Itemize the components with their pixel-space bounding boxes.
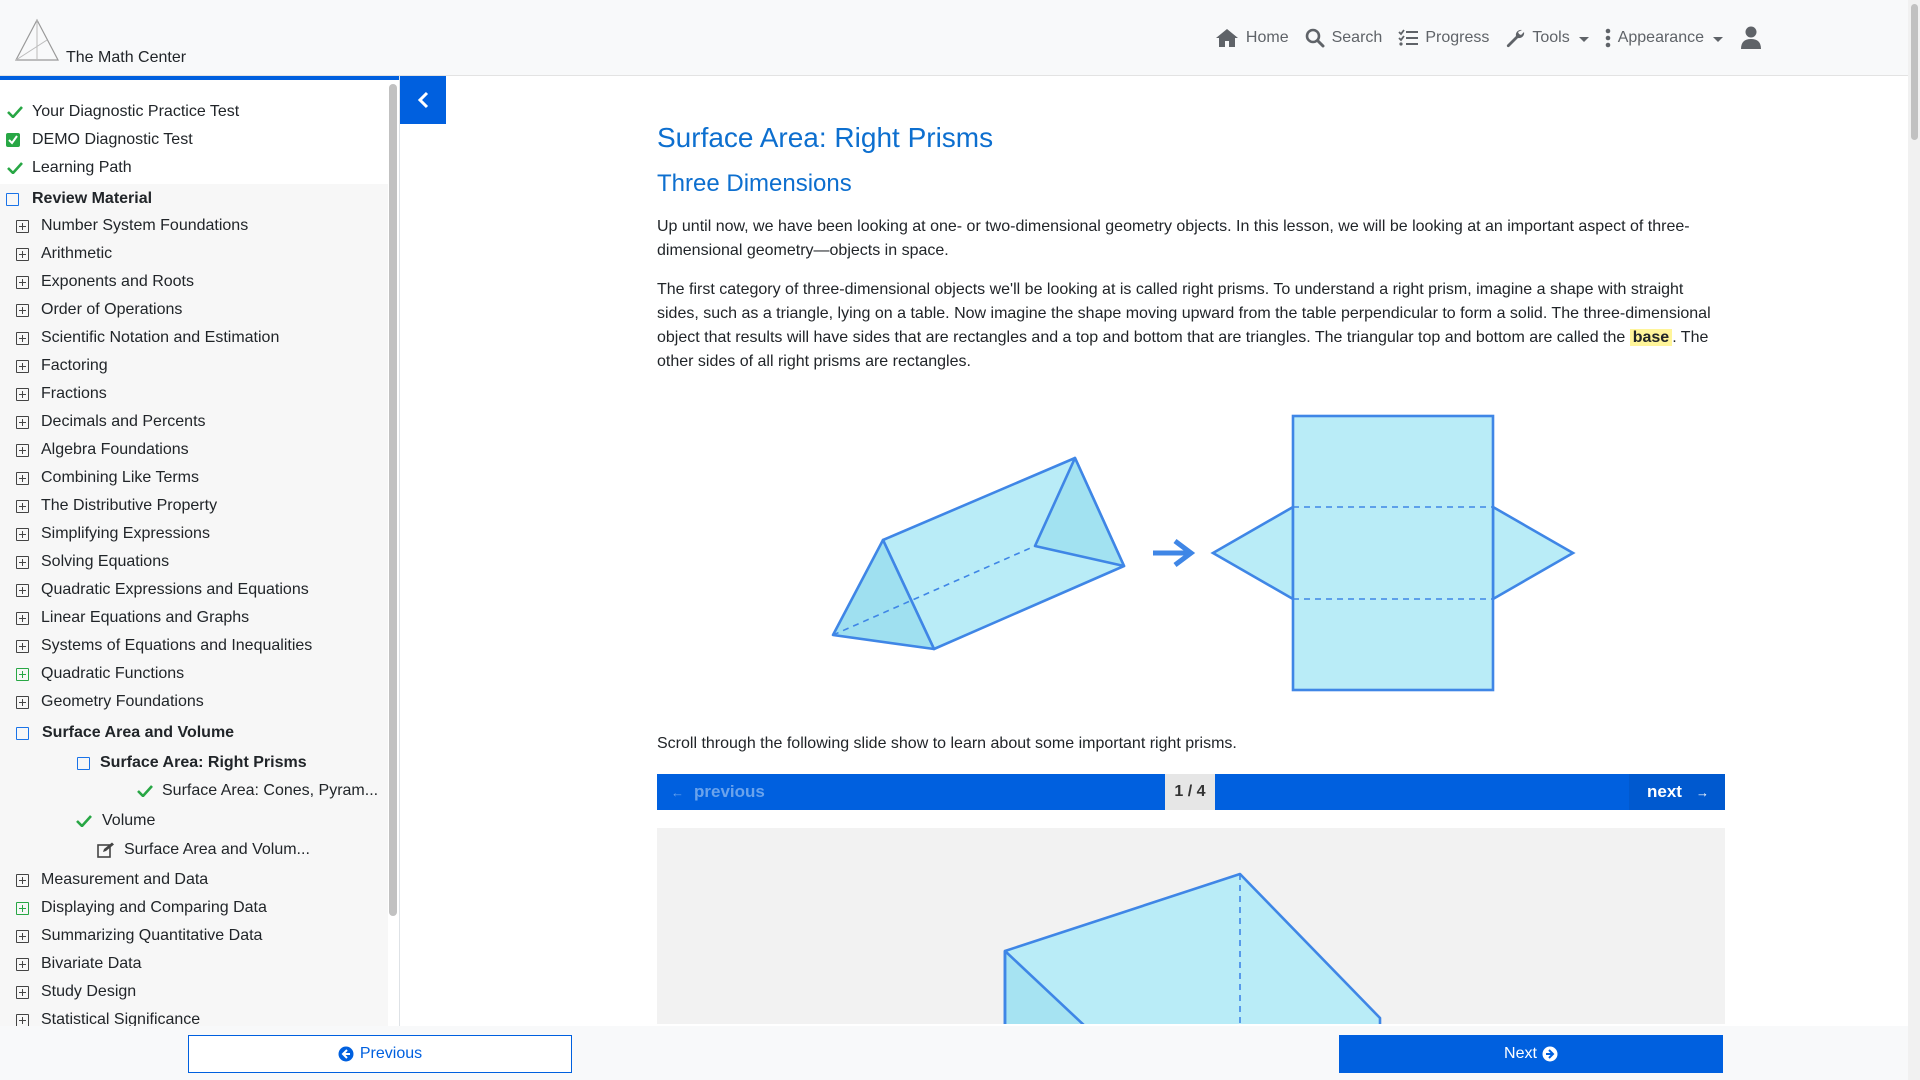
expand-plus-icon <box>16 556 29 569</box>
search-icon <box>1305 28 1325 48</box>
previous-lesson-button[interactable] <box>188 1035 572 1073</box>
topic-label: Arithmetic <box>41 245 113 262</box>
nav-search[interactable] <box>1305 28 1383 48</box>
user-menu[interactable] <box>1741 26 1768 50</box>
paragraph-text: . The other sides of all right prisms are rectangles. <box>657 329 1709 370</box>
expand-plus-icon <box>16 248 29 261</box>
triangular-prism-diagram <box>833 458 1124 649</box>
circle-arrow-left-icon <box>338 1046 354 1062</box>
topic-exponents[interactable] <box>16 271 194 293</box>
expand-plus-icon <box>16 304 29 317</box>
unchecked-box-icon <box>16 727 29 740</box>
collapse-sidebar-button[interactable] <box>400 76 446 124</box>
arrow-left-icon: ← <box>671 784 684 800</box>
quiz-label: Surface Area and Volum... <box>124 841 310 858</box>
topic-linear-equations[interactable] <box>16 607 249 629</box>
sidebar-item-demo-diagnostic[interactable] <box>6 128 193 152</box>
expand-plus-icon <box>16 416 29 429</box>
sidebar-divider <box>399 76 400 1026</box>
nav-appearance-label: Appearance <box>1617 29 1704 46</box>
topic-bivariate-data[interactable] <box>16 953 142 975</box>
previous-slide-button[interactable] <box>657 774 787 810</box>
topic-simplifying[interactable] <box>16 523 210 545</box>
lesson-title: Surface Area: Right Prisms <box>657 122 994 153</box>
topic-label: Fractions <box>41 385 107 402</box>
user-icon <box>1741 26 1761 50</box>
topic-label: Statistical Significance <box>41 1011 201 1026</box>
topic-order-operations[interactable] <box>16 299 182 321</box>
topic-quadratic-functions[interactable] <box>16 663 184 685</box>
previous-lesson-label: Previous <box>359 1045 423 1062</box>
expand-plus-icon <box>16 444 29 457</box>
nav-tools-label: Tools <box>1532 29 1570 46</box>
expand-plus-icon <box>16 472 29 485</box>
topic-label: Scientific Notation and Estimation <box>41 329 280 346</box>
expand-plus-icon <box>16 276 29 289</box>
expand-plus-icon <box>16 220 29 233</box>
right-prism-paragraph <box>657 278 1725 374</box>
expand-plus-icon <box>16 1014 29 1027</box>
expand-plus-icon <box>16 640 29 653</box>
lesson-label: Surface Area: Right Prisms <box>100 754 307 771</box>
topic-statistical-significance[interactable] <box>16 1009 200 1026</box>
graded-test-icon <box>6 133 20 147</box>
topic-label: Measurement and Data <box>41 871 209 888</box>
topic-solving-equations[interactable] <box>16 551 169 573</box>
top-navbar <box>0 0 1908 76</box>
sidebar-item-label: Your Diagnostic Practice Test <box>32 103 240 120</box>
expand-plus-icon <box>16 612 29 625</box>
sidebar-item-label: Review Material <box>32 190 153 207</box>
topic-study-design[interactable] <box>16 981 136 1003</box>
topic-label: Order of Operations <box>41 301 183 318</box>
topic-fractions[interactable] <box>16 383 107 405</box>
topic-label: Quadratic Expressions and Equations <box>41 581 309 598</box>
page-scrollbar[interactable] <box>1908 0 1920 1080</box>
arrow-right-icon <box>1153 541 1191 565</box>
topic-label: Bivariate Data <box>41 955 142 972</box>
checkmark-icon <box>76 815 92 827</box>
nav-progress-label: Progress <box>1425 29 1490 46</box>
checkmark-icon <box>7 162 23 174</box>
wrench-icon <box>1505 28 1525 48</box>
slide-panel <box>657 828 1725 1024</box>
edit-icon <box>97 842 115 858</box>
sidebar-item-label: DEMO Diagnostic Test <box>32 131 193 148</box>
topic-label: Geometry Foundations <box>41 693 204 710</box>
topic-label: Linear Equations and Graphs <box>41 609 250 626</box>
expand-plus-icon <box>16 696 29 709</box>
topic-surface-area-volume[interactable] <box>16 722 234 744</box>
topic-distributive[interactable] <box>16 495 217 517</box>
topic-label: Exponents and Roots <box>41 273 194 290</box>
next-slide-button[interactable] <box>1629 774 1725 810</box>
expand-plus-icon <box>16 874 29 887</box>
topic-label: Systems of Equations and Inequalities <box>41 637 313 654</box>
topic-summarizing-data[interactable] <box>16 925 262 947</box>
sidebar-item-review-material[interactable] <box>6 187 152 211</box>
checkmark-icon <box>7 106 23 118</box>
next-lesson-label: Next <box>1504 1045 1537 1062</box>
topic-label: Combining Like Terms <box>41 469 199 486</box>
caret-down-icon <box>1579 37 1589 42</box>
intro-paragraph: Up until now, we have been looking at one- or two-dimensional geometry objects. In this lesson, we will be looking at an important aspect of three-dimensional geometry—objects in space. <box>657 218 1690 259</box>
topic-quadratic-expressions[interactable] <box>16 579 309 601</box>
lesson-label: Volume <box>102 812 156 829</box>
quiz-surface-area-volume[interactable] <box>97 839 310 861</box>
nav-tools-dropdown[interactable] <box>1505 28 1588 48</box>
expand-plus-icon <box>16 500 29 513</box>
expand-plus-icon <box>16 584 29 597</box>
sidebar <box>0 76 400 1026</box>
sidebar-item-label: Learning Path <box>32 159 132 176</box>
nav-home-label: Home <box>1245 29 1289 46</box>
topic-label: Number System Foundations <box>41 217 249 234</box>
section-heading: Three Dimensions <box>657 170 852 197</box>
circle-arrow-right-icon <box>1542 1046 1558 1062</box>
checkmark-icon <box>137 785 153 797</box>
expand-plus-icon <box>16 958 29 971</box>
topic-label: Simplifying Expressions <box>41 525 210 542</box>
page-scrollbar-thumb[interactable] <box>1911 4 1918 140</box>
topic-label: Factoring <box>41 357 108 374</box>
topic-label: Quadratic Functions <box>41 665 185 682</box>
topic-decimals-percents[interactable] <box>16 411 206 433</box>
caret-down-icon <box>1713 37 1723 42</box>
nav-home[interactable] <box>1215 28 1289 48</box>
slideshow-controls <box>657 774 1725 810</box>
topic-label: Decimals and Percents <box>41 413 206 430</box>
topic-like-terms[interactable] <box>16 467 199 489</box>
expand-plus-icon <box>16 360 29 373</box>
topic-arithmetic[interactable] <box>16 243 112 265</box>
sidebar-item-learning-path[interactable] <box>6 156 132 180</box>
topic-geometry-foundations[interactable] <box>16 691 204 713</box>
prism-net-figure <box>657 400 1725 700</box>
next-lesson-button[interactable] <box>1339 1035 1723 1073</box>
expand-plus-icon <box>16 930 29 943</box>
nav-search-label: Search <box>1331 29 1383 46</box>
tasks-icon <box>1398 29 1418 47</box>
topic-scientific-notation[interactable] <box>16 327 279 349</box>
slide-counter: 1 / 4 <box>1165 774 1215 810</box>
expand-plus-icon <box>16 332 29 345</box>
topic-algebra-foundations[interactable] <box>16 439 189 461</box>
expand-plus-icon <box>16 902 29 915</box>
topic-label: Summarizing Quantitative Data <box>41 927 263 944</box>
topic-factoring[interactable] <box>16 355 108 377</box>
topic-label: The Distributive Property <box>41 497 218 514</box>
topic-label: Displaying and Comparing Data <box>41 899 267 916</box>
nav-progress[interactable] <box>1398 29 1489 47</box>
nav-appearance-dropdown[interactable] <box>1605 28 1723 48</box>
arrow-right-icon: → <box>1695 784 1709 800</box>
expand-plus-icon <box>16 668 29 681</box>
chevron-left-icon <box>417 91 429 109</box>
footer-nav <box>0 1026 1908 1080</box>
prism-net-diagram <box>1213 416 1573 690</box>
topic-displaying-data[interactable] <box>16 897 267 919</box>
expand-plus-icon <box>16 528 29 541</box>
topic-label: Solving Equations <box>41 553 170 570</box>
topic-label: Algebra Foundations <box>41 441 189 458</box>
topic-measurement-data[interactable] <box>16 869 208 891</box>
topic-number-system[interactable] <box>16 215 248 237</box>
topic-label: Surface Area and Volume <box>42 724 235 741</box>
lesson-label: Surface Area: Cones, Pyram... <box>162 782 379 799</box>
expand-plus-icon <box>16 388 29 401</box>
unchecked-box-icon <box>6 193 19 206</box>
slideshow-instruction: Scroll through the following slide show to learn about some important right prisms. <box>657 735 1237 752</box>
base-term-highlight[interactable]: base <box>1630 329 1672 346</box>
math-center-logo[interactable] <box>14 18 60 64</box>
lesson-surface-area-cones[interactable] <box>137 780 378 802</box>
topic-systems[interactable] <box>16 635 312 657</box>
next-slide-label: next <box>1647 782 1682 801</box>
lesson-surface-area-right-prisms[interactable] <box>77 752 307 774</box>
vertical-dots-icon <box>1605 28 1611 48</box>
topic-label: Study Design <box>41 983 137 1000</box>
home-icon <box>1215 28 1239 48</box>
slide-prism-diagram <box>657 828 1725 1024</box>
expand-plus-icon <box>16 986 29 999</box>
paragraph-text: The first category of three-dimensional objects we'll be looking at is called right prisms. To understand a right prism, imagine a shape with straight sides, such as a triangle, lying on a table. Now imagine the shape moving upward from the table perpendicular to form a solid. The three-dimensional object that results will have sides that are rectangles and a top and bottom that are triangles. The triangular top and bottom are called the <box>657 281 1711 346</box>
app-title[interactable]: The Math Center <box>66 49 187 66</box>
sidebar-scrollbar[interactable] <box>389 84 397 916</box>
sidebar-item-diagnostic-practice[interactable] <box>6 100 239 124</box>
unchecked-box-icon <box>77 757 90 770</box>
lesson-volume[interactable] <box>76 810 155 832</box>
previous-slide-label: previous <box>694 782 765 801</box>
nav-menu <box>1199 26 1768 50</box>
